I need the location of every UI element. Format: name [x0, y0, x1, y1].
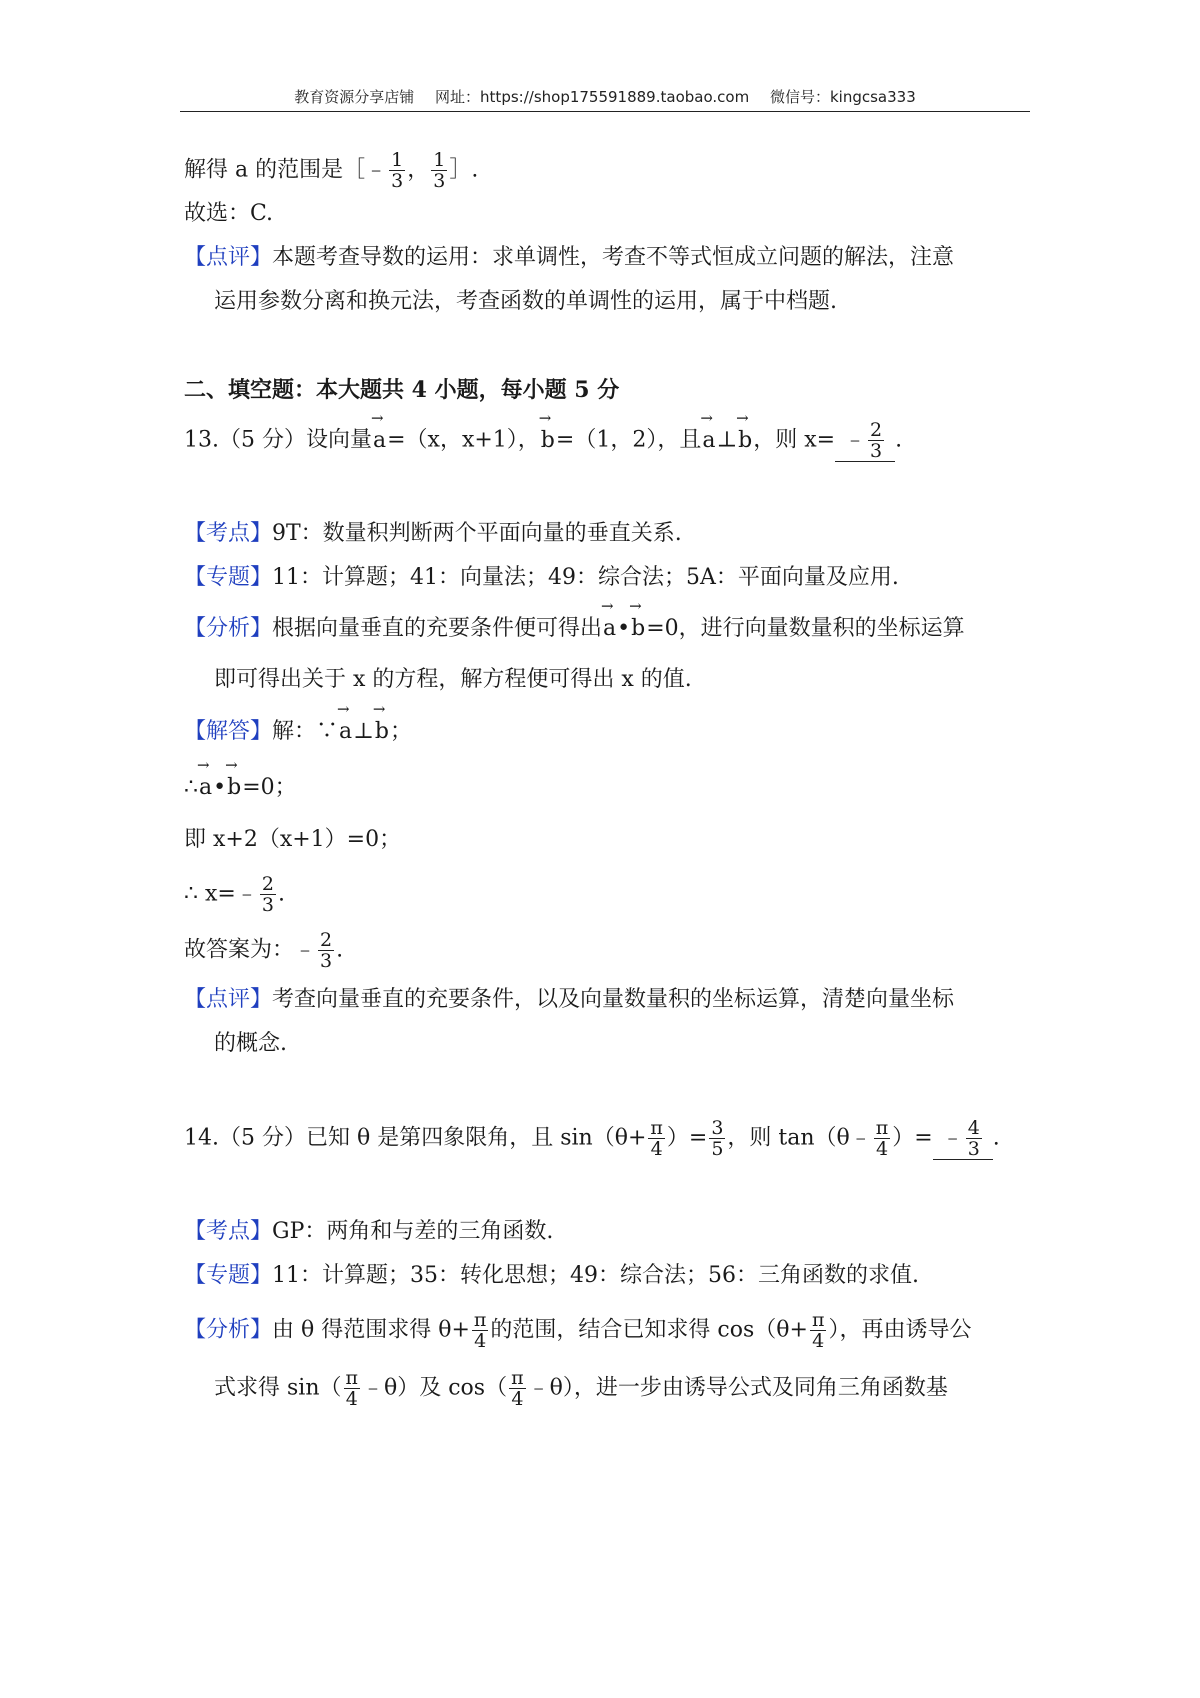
fraction: $\frac{4}{3}$ [967, 1117, 980, 1160]
fraction: $\frac{\pi}{4}$ [473, 1309, 487, 1352]
q13-fenxi: 【分析】根据向量垂直的充要条件便可得出→ a•→ b=0，进行向量数量积的坐标运算 [184, 615, 965, 643]
q13-zhuanti: 【专题】11：计算题；41：向量法；49：综合法；5A：平面向量及应用. [184, 565, 899, 590]
q13-step-x: ∴ x=﹣ $\frac{2}{3}$ . [184, 873, 285, 916]
fraction: $\frac{3}{5}$ [711, 1117, 724, 1160]
vector-b: → b [226, 774, 242, 802]
vector-b: → b [374, 718, 390, 746]
q14-fenxi-cont: 式求得 sin（ $\frac{\pi}{4}$ ﹣θ）及 cos（ $\frac{\pi}{4}$ ﹣θ），进一步由诱导公式及同角三角函数基 [214, 1367, 948, 1410]
q13-dianping: 【点评】考查向量垂直的充要条件，以及向量数量积的坐标运算，清楚向量坐标 [184, 987, 955, 1012]
q13-dianping-cont: 的概念. [214, 1031, 287, 1056]
p12-comment-cont: 运用参数分离和换元法，考查函数的单调性的运用，属于中档题. [214, 289, 837, 314]
header-wechat: 微信号：kingcsa333 [769, 88, 916, 106]
page-header [180, 86, 1030, 107]
q14-kaodian: 【考点】GP：两角和与差的三角函数. [184, 1219, 554, 1244]
q13-step-dot: ∴→ a•→ b=0； [184, 774, 297, 802]
header-shop: 教育资源分享店铺 [294, 88, 415, 106]
q13-stem: 13.（5 分）设向量→ a=（x，x+1），→ b=（1，2），且→ a⊥→ b，则 x= ﹣ $\frac{2}{3}$ . [184, 420, 902, 462]
vector-b: → b [540, 427, 556, 455]
q14-zhuanti: 【专题】11：计算题；35：转化思想；49：综合法；56：三角函数的求值. [184, 1263, 919, 1288]
p12-choice: 故选：C. [184, 201, 274, 226]
q13-kaodian: 【考点】9T：数量积判断两个平面向量的垂直关系. [184, 521, 682, 546]
header-rule [180, 111, 1030, 112]
section-heading: 二、填空题：本大题共 4 小题，每小题 5 分 [184, 377, 620, 403]
p12-range-line: 解得 a 的范围是［﹣ $\frac{1}{3}$ ， $\frac{1}{3}$ ］. [184, 149, 479, 192]
fraction: $\frac{1}{3}$ [391, 149, 404, 192]
vector-a: → a [602, 615, 617, 643]
fraction: $\frac{2}{3}$ [870, 419, 883, 462]
comment-tag: 【点评】 [184, 245, 273, 270]
vector-b: → b [630, 615, 646, 643]
q13-step-eq: 即 x+2（x+1）=0； [184, 827, 402, 852]
fraction: $\frac{1}{3}$ [433, 149, 446, 192]
p12-comment: 【点评】本题考查导数的运用：求单调性，考查不等式恒成立问题的解法，注意 [184, 245, 955, 270]
fraction: $\frac{\pi}{4}$ [511, 1367, 524, 1410]
fraction: $\frac{\pi}{4}$ [875, 1117, 889, 1160]
q13-jieda: 【解答】解：∵→ a⊥→ b； [184, 718, 412, 746]
fraction: $\frac{\pi}{4}$ [345, 1367, 358, 1410]
q14-stem: 14.（5 分）已知 θ 是第四象限角，且 sin（θ+ $\frac{\pi}{4}$ ）= $\frac{3}{5}$ ，则 tan（θ﹣ $\frac{\pi}{4}$ ）= ﹣ $\frac{4}{3}$ . [184, 1117, 1000, 1160]
vector-a: → a [701, 427, 716, 455]
answer-blank: ﹣ $\frac{2}{3}$ [835, 420, 895, 462]
vector-a: → a [338, 718, 353, 746]
fraction: $\frac{2}{3}$ [320, 929, 333, 972]
fraction: $\frac{\pi}{4}$ [650, 1117, 663, 1160]
header-site: 网址：https://shop175591889.taobao.com [435, 88, 750, 106]
q13-fenxi-cont: 即可得出关于 x 的方程，解方程便可得出 x 的值. [214, 667, 692, 692]
vector-a: → a [198, 774, 213, 802]
fraction: $\frac{2}{3}$ [261, 873, 274, 916]
answer-blank: ﹣ $\frac{4}{3}$ [933, 1118, 993, 1160]
fraction: $\frac{\pi}{4}$ [811, 1309, 825, 1352]
vector-a: → a [372, 427, 387, 455]
q13-answer: 故答案为：﹣ $\frac{2}{3}$ . [184, 929, 344, 972]
q14-fenxi: 【分析】由 θ 得范围求得 θ+ $\frac{\pi}{4}$ 的范围，结合已知求得 cos（θ+ $\frac{\pi}{4}$ ），再由诱导公 [184, 1309, 972, 1352]
vector-b: → b [737, 427, 753, 455]
